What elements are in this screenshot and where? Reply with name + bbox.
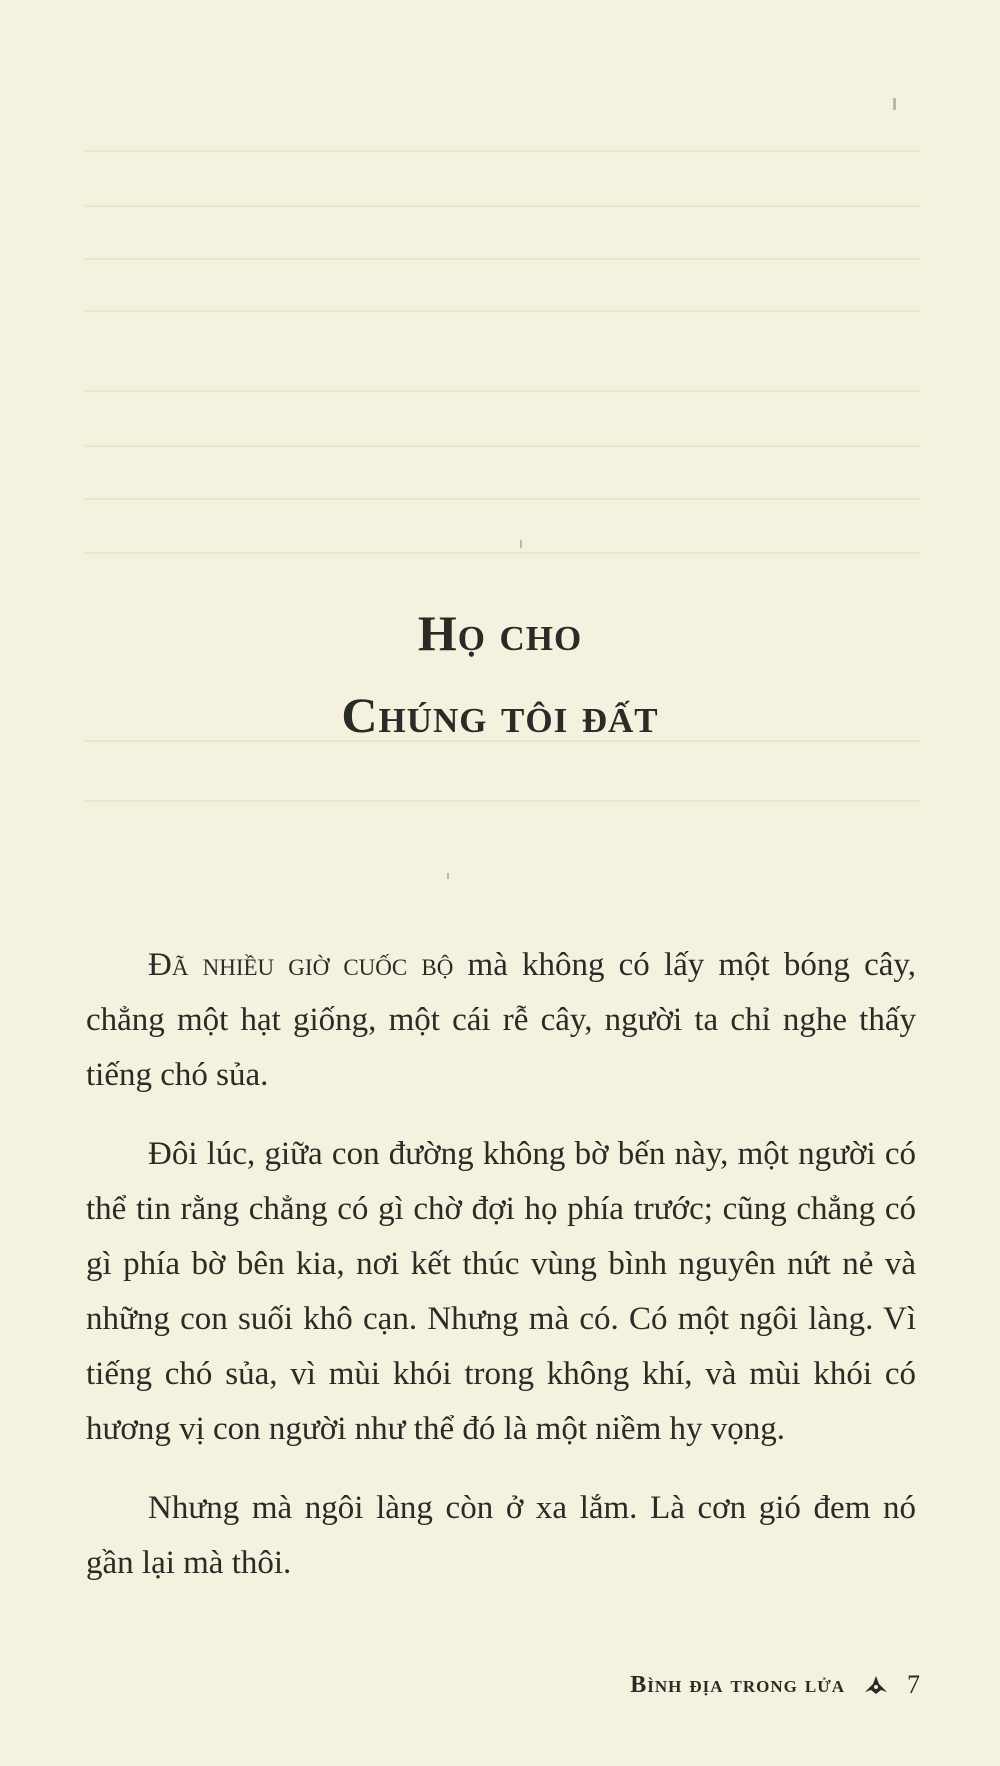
paragraph-lead-small-caps: Đã nhiều giờ cuốc bộ (148, 947, 454, 983)
chapter-title (0, 592, 1000, 756)
paragraph-2 (86, 1127, 916, 1457)
show-through-line (85, 445, 920, 447)
paragraph-2-text: Đôi lúc, giữa con đường không bờ bến này, một người có thể tin rằng chẳng có gì chờ đợi họ phía trước; cũng chẳng có gì phía bờ bên kia, nơi kết thúc vùng bình nguyên nứt nẻ và những con suối khô cạn. Nhưng mà có. Có một ngôi làng. Vì tiếng chó sủa, vì mùi khói trong không khí, và mùi khói có hương vị con người như thể đó là một niềm hy vọng. (86, 1136, 916, 1447)
paper-speck (520, 540, 522, 548)
show-through-line (85, 390, 920, 392)
paragraph-1 (86, 938, 916, 1103)
show-through-line (85, 800, 920, 802)
fleuron-icon (863, 1674, 889, 1696)
paragraph-3 (86, 1481, 916, 1591)
show-through-line (85, 552, 920, 554)
paper-speck (447, 873, 449, 879)
page-footer (630, 1670, 920, 1700)
chapter-title-line-1: Họ cho (417, 605, 583, 661)
show-through-line (85, 258, 920, 260)
paragraph-3-text: Nhưng mà ngôi làng còn ở xa lắm. Là cơn gió đem nó gần lại mà thôi. (86, 1490, 916, 1581)
chapter-title-line-2: Chúng tôi đất (341, 687, 659, 743)
show-through-line (85, 205, 920, 207)
running-title: Bình địa trong lửa (630, 1671, 845, 1698)
body-text (86, 938, 916, 1615)
page-number: 7 (907, 1670, 920, 1699)
paper-speck (893, 98, 896, 110)
show-through-line (85, 150, 920, 152)
show-through-line (85, 310, 920, 312)
show-through-line (85, 498, 920, 500)
paragraph-1-text: mà không có lấy một bóng cây, chẳng một hạt giống, một cái rễ cây, người ta chỉ nghe thấy tiếng chó sủa. (86, 947, 916, 1093)
